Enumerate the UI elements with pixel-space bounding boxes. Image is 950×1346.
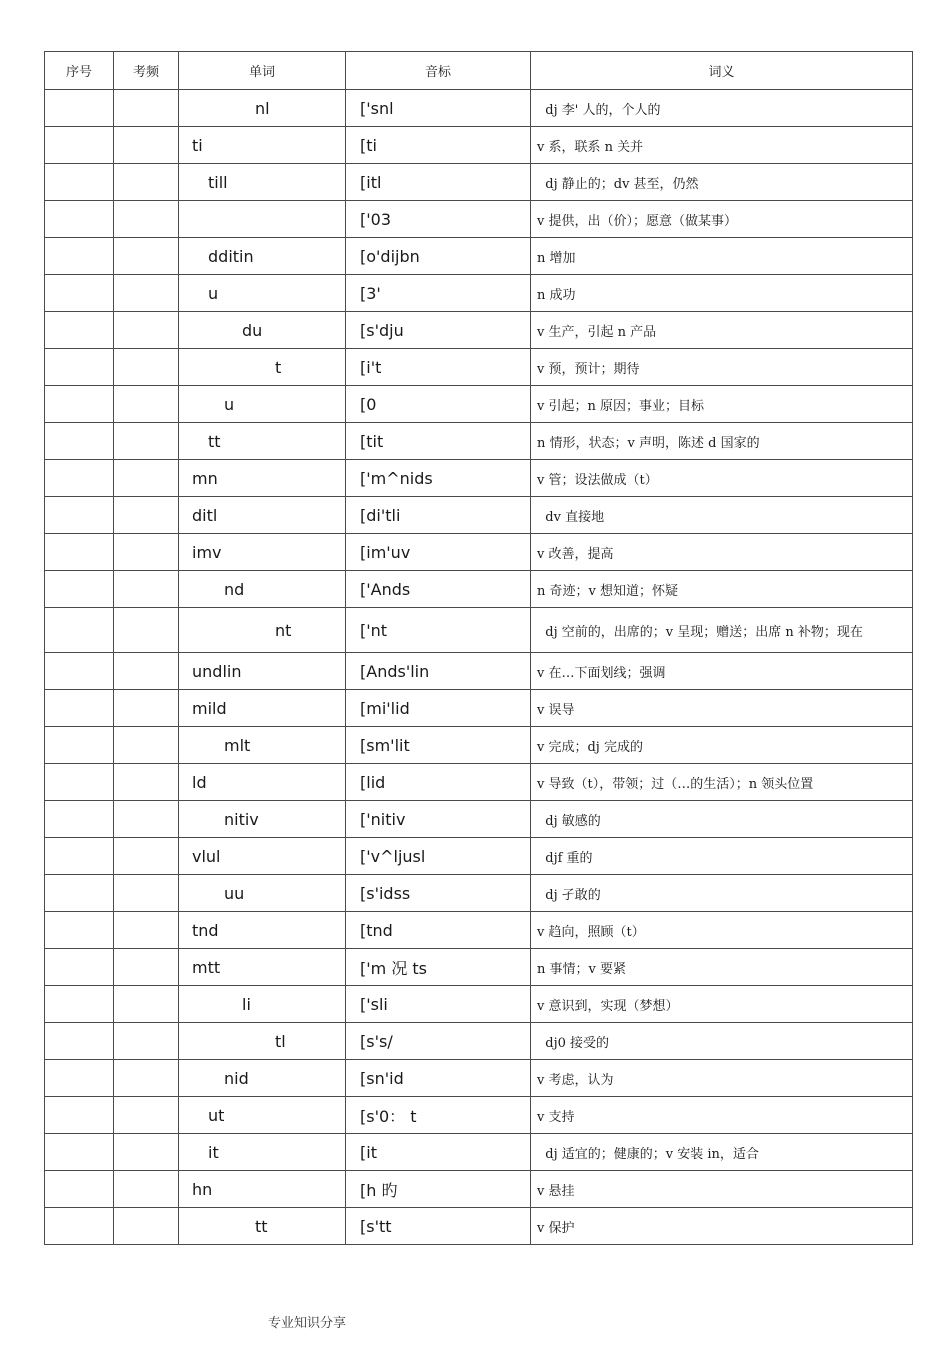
word-cell: ti <box>179 127 346 164</box>
frequency-cell <box>114 764 179 801</box>
index-cell <box>45 875 114 912</box>
phonetic-cell: [0 <box>346 386 531 423</box>
index-cell <box>45 534 114 571</box>
word-cell: vlul <box>179 838 346 875</box>
index-cell <box>45 460 114 497</box>
word-cell: nl <box>179 90 346 127</box>
frequency-cell <box>114 1060 179 1097</box>
index-cell <box>45 690 114 727</box>
phonetic-cell: [sm'lit <box>346 727 531 764</box>
phonetic-cell: ['m 况 ts <box>346 949 531 986</box>
definition-cell: v 在…下面划线；强调 <box>531 653 913 690</box>
definition-cell: dj 李' 人的，个人的 <box>531 90 913 127</box>
index-cell <box>45 423 114 460</box>
phonetic-cell: ['Ands <box>346 571 531 608</box>
definition-cell: v 导致（t），带领；过（…的生活）；n 领头位置 <box>531 764 913 801</box>
table-row <box>45 949 913 986</box>
definition-cell: n 情形，状态；v 声明，陈述 d 国家的 <box>531 423 913 460</box>
phonetic-cell: [3' <box>346 275 531 312</box>
word-cell: imv <box>179 534 346 571</box>
definition-cell: n 事情；v 要紧 <box>531 949 913 986</box>
phonetic-cell: [ti <box>346 127 531 164</box>
word-cell: it <box>179 1134 346 1171</box>
frequency-cell <box>114 949 179 986</box>
definition-cell: v 生产，引起 n 产品 <box>531 312 913 349</box>
table-row <box>45 727 913 764</box>
index-cell <box>45 275 114 312</box>
phonetic-cell: ['v^ljusl <box>346 838 531 875</box>
table-row <box>45 608 913 653</box>
phonetic-cell: [h 旳 <box>346 1171 531 1208</box>
definition-cell: dj 敏感的 <box>531 801 913 838</box>
phonetic-cell: [s'tt <box>346 1208 531 1245</box>
word-cell: t <box>179 349 346 386</box>
phonetic-cell: ['nitiv <box>346 801 531 838</box>
frequency-cell <box>114 127 179 164</box>
table-row <box>45 90 913 127</box>
table-row <box>45 201 913 238</box>
frequency-cell <box>114 275 179 312</box>
table-row <box>45 1134 913 1171</box>
frequency-cell <box>114 534 179 571</box>
definition-cell: dj 静止的；dv 甚至，仍然 <box>531 164 913 201</box>
index-cell <box>45 986 114 1023</box>
phonetic-cell: [s'dju <box>346 312 531 349</box>
index-cell <box>45 386 114 423</box>
phonetic-cell: [tnd <box>346 912 531 949</box>
phonetic-cell: [s's/ <box>346 1023 531 1060</box>
table-row <box>45 386 913 423</box>
frequency-cell <box>114 460 179 497</box>
phonetic-cell: [im'uv <box>346 534 531 571</box>
word-cell: hn <box>179 1171 346 1208</box>
table-row <box>45 764 913 801</box>
frequency-cell <box>114 653 179 690</box>
index-cell <box>45 1060 114 1097</box>
phonetic-cell: [sn'id <box>346 1060 531 1097</box>
index-cell <box>45 312 114 349</box>
table-row <box>45 912 913 949</box>
frequency-cell <box>114 164 179 201</box>
frequency-cell <box>114 201 179 238</box>
frequency-cell <box>114 312 179 349</box>
phonetic-cell: [di'tli <box>346 497 531 534</box>
index-cell <box>45 90 114 127</box>
footer-text: 专业知识分享 <box>268 1316 347 1331</box>
index-cell <box>45 1134 114 1171</box>
word-cell: ut <box>179 1097 346 1134</box>
index-cell <box>45 1208 114 1245</box>
phonetic-cell: ['snl <box>346 90 531 127</box>
definition-cell: v 考虑，认为 <box>531 1060 913 1097</box>
header-phonetic: 音标 <box>346 52 531 90</box>
definition-cell: n 奇迹；v 想知道；怀疑 <box>531 571 913 608</box>
frequency-cell <box>114 727 179 764</box>
index-cell <box>45 949 114 986</box>
word-cell: mn <box>179 460 346 497</box>
table-row <box>45 275 913 312</box>
table-row <box>45 497 913 534</box>
word-cell: uu <box>179 875 346 912</box>
frequency-cell <box>114 801 179 838</box>
index-cell <box>45 571 114 608</box>
frequency-cell <box>114 571 179 608</box>
word-cell: nd <box>179 571 346 608</box>
phonetic-cell: ['nt <box>346 608 531 653</box>
definition-cell: v 支持 <box>531 1097 913 1134</box>
word-cell: tnd <box>179 912 346 949</box>
word-cell: u <box>179 386 346 423</box>
table-row <box>45 164 913 201</box>
phonetic-cell: [Ands'lin <box>346 653 531 690</box>
word-cell: li <box>179 986 346 1023</box>
table-row <box>45 127 913 164</box>
definition-cell: v 意识到，实现（梦想） <box>531 986 913 1023</box>
word-cell: ditl <box>179 497 346 534</box>
frequency-cell <box>114 1208 179 1245</box>
word-cell: ld <box>179 764 346 801</box>
table-row <box>45 986 913 1023</box>
word-cell: nitiv <box>179 801 346 838</box>
frequency-cell <box>114 1134 179 1171</box>
index-cell <box>45 497 114 534</box>
phonetic-cell: [s'0： t <box>346 1097 531 1134</box>
index-cell <box>45 1097 114 1134</box>
word-cell: tl <box>179 1023 346 1060</box>
frequency-cell <box>114 1097 179 1134</box>
phonetic-cell: [i't <box>346 349 531 386</box>
frequency-cell <box>114 497 179 534</box>
table-row <box>45 1208 913 1245</box>
index-cell <box>45 912 114 949</box>
frequency-cell <box>114 875 179 912</box>
index-cell <box>45 838 114 875</box>
index-cell <box>45 349 114 386</box>
phonetic-cell: ['03 <box>346 201 531 238</box>
definition-cell: dj 孑敢的 <box>531 875 913 912</box>
definition-cell: v 趋向，照顾（t） <box>531 912 913 949</box>
phonetic-cell: [it <box>346 1134 531 1171</box>
frequency-cell <box>114 386 179 423</box>
frequency-cell <box>114 238 179 275</box>
word-cell: undlin <box>179 653 346 690</box>
phonetic-cell: ['m^nids <box>346 460 531 497</box>
vocab-table <box>44 51 913 1245</box>
definition-cell: v 提供，出（价）；愿意（做某事） <box>531 201 913 238</box>
definition-cell: v 保护 <box>531 1208 913 1245</box>
definition-cell: v 完成；dj 完成的 <box>531 727 913 764</box>
word-cell: du <box>179 312 346 349</box>
table-row <box>45 1097 913 1134</box>
definition-cell: v 改善，提高 <box>531 534 913 571</box>
phonetic-cell: ['sli <box>346 986 531 1023</box>
word-cell <box>179 201 346 238</box>
frequency-cell <box>114 1023 179 1060</box>
word-cell: mtt <box>179 949 346 986</box>
frequency-cell <box>114 423 179 460</box>
definition-cell: v 系，联系 n 关并 <box>531 127 913 164</box>
index-cell <box>45 127 114 164</box>
definition-cell: dv 直接地 <box>531 497 913 534</box>
header-frequency: 考频 <box>114 52 179 90</box>
frequency-cell <box>114 1171 179 1208</box>
word-cell: dditin <box>179 238 346 275</box>
word-cell: u <box>179 275 346 312</box>
header-definition: 词义 <box>531 52 913 90</box>
table-row <box>45 1023 913 1060</box>
table-row <box>45 534 913 571</box>
phonetic-cell: [itl <box>346 164 531 201</box>
word-cell: mlt <box>179 727 346 764</box>
definition-cell: v 引起；n 原因；事业；目标 <box>531 386 913 423</box>
frequency-cell <box>114 690 179 727</box>
definition-cell: v 管；设法做成（t） <box>531 460 913 497</box>
header-index: 序号 <box>45 52 114 90</box>
table-row <box>45 423 913 460</box>
definition-cell: v 预，预计；期待 <box>531 349 913 386</box>
definition-cell: n 成功 <box>531 275 913 312</box>
frequency-cell <box>114 608 179 653</box>
index-cell <box>45 164 114 201</box>
table-row <box>45 238 913 275</box>
table-row <box>45 690 913 727</box>
definition-cell: dj0 接受的 <box>531 1023 913 1060</box>
table-row <box>45 571 913 608</box>
definition-cell: n 增加 <box>531 238 913 275</box>
phonetic-cell: [s'idss <box>346 875 531 912</box>
table-row <box>45 312 913 349</box>
word-cell: mild <box>179 690 346 727</box>
phonetic-cell: [mi'lid <box>346 690 531 727</box>
word-cell: till <box>179 164 346 201</box>
index-cell <box>45 201 114 238</box>
word-cell: nt <box>179 608 346 653</box>
frequency-cell <box>114 838 179 875</box>
table-row <box>45 460 913 497</box>
index-cell <box>45 653 114 690</box>
index-cell <box>45 1023 114 1060</box>
table-row <box>45 1171 913 1208</box>
table-row <box>45 1060 913 1097</box>
header-word: 单词 <box>179 52 346 90</box>
index-cell <box>45 238 114 275</box>
table-row <box>45 838 913 875</box>
definition-cell: djf 重的 <box>531 838 913 875</box>
word-cell: nid <box>179 1060 346 1097</box>
definition-cell: v 悬挂 <box>531 1171 913 1208</box>
index-cell <box>45 1171 114 1208</box>
phonetic-cell: [tit <box>346 423 531 460</box>
table-row <box>45 349 913 386</box>
phonetic-cell: [o'dijbn <box>346 238 531 275</box>
header-row <box>45 52 913 90</box>
frequency-cell <box>114 349 179 386</box>
table-row <box>45 653 913 690</box>
definition-cell: dj 空前的，出席的；v 呈现；赠送；出席 n 补物；现在 <box>531 608 913 653</box>
index-cell <box>45 608 114 653</box>
frequency-cell <box>114 90 179 127</box>
frequency-cell <box>114 912 179 949</box>
table-row <box>45 875 913 912</box>
phonetic-cell: [lid <box>346 764 531 801</box>
index-cell <box>45 727 114 764</box>
word-cell: tt <box>179 1208 346 1245</box>
index-cell <box>45 801 114 838</box>
table-row <box>45 801 913 838</box>
index-cell <box>45 764 114 801</box>
definition-cell: dj 适宜的；健康的；v 安装 in，适合 <box>531 1134 913 1171</box>
word-cell: tt <box>179 423 346 460</box>
frequency-cell <box>114 986 179 1023</box>
definition-cell: v 误导 <box>531 690 913 727</box>
